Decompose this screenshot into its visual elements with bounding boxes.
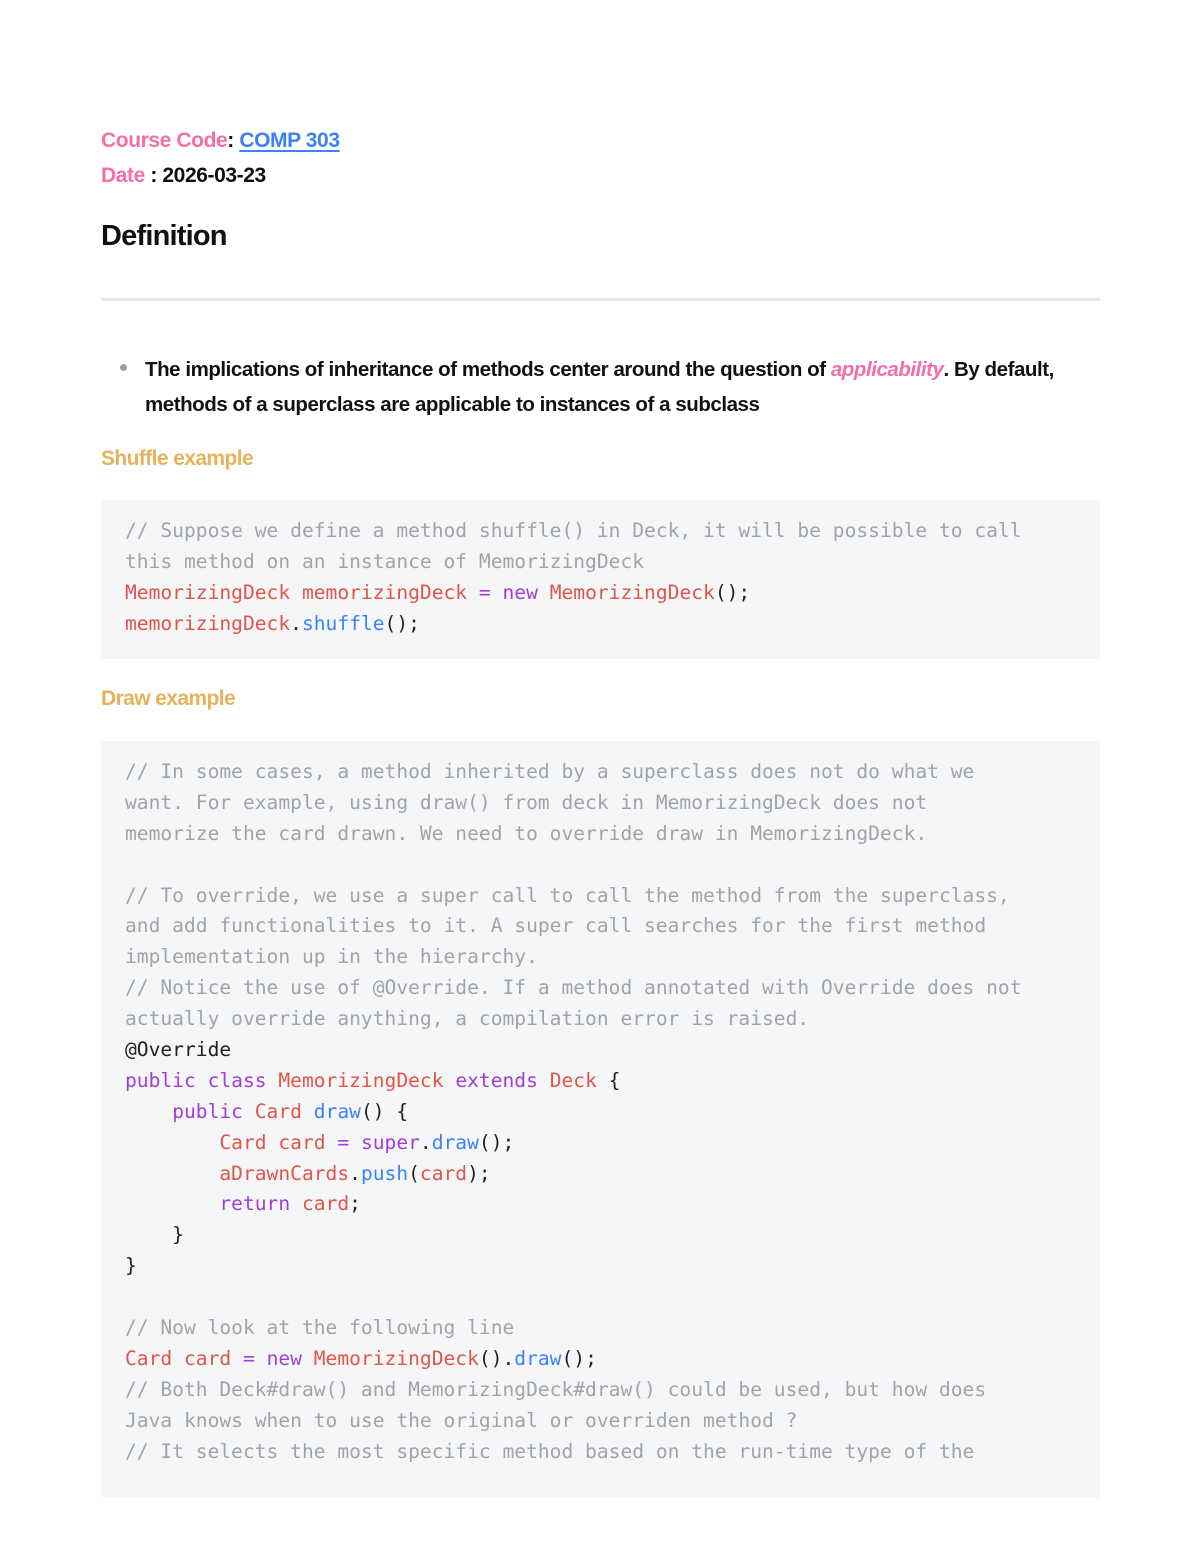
- course-code-separator: :: [227, 129, 240, 152]
- code-line: [125, 1344, 1076, 1375]
- code-token: [302, 1347, 314, 1370]
- code-token: aDrawnCards: [219, 1161, 350, 1185]
- code-token: // Notice the use of @Override. If a method annotated with Override does not: [125, 976, 1022, 1000]
- date-value: 2026-03-23: [162, 164, 266, 187]
- draw-code-block: [101, 741, 1100, 1498]
- code-token: [444, 1069, 456, 1092]
- draw-example-title: Draw example: [101, 687, 236, 710]
- code-token: implementation up in the hierarchy.: [125, 945, 538, 969]
- code-token: [538, 581, 550, 604]
- code-line: [125, 819, 1076, 850]
- code-token: card: [183, 1346, 232, 1370]
- code-token: ().: [478, 1346, 515, 1370]
- code-token: [267, 1069, 279, 1092]
- code-token: // Both Deck#draw() and MemorizingDeck#draw() could be used, but how does: [125, 1377, 987, 1401]
- code-line: [125, 911, 1076, 942]
- code-token: super: [360, 1130, 420, 1154]
- code-token: [172, 1347, 184, 1370]
- bullet-dot-icon: [120, 364, 127, 371]
- code-token: ();: [384, 611, 420, 635]
- code-line: [125, 1313, 1076, 1344]
- code-token: return: [219, 1192, 291, 1216]
- code-token: draw: [313, 1099, 361, 1123]
- code-line: [125, 1189, 1076, 1220]
- bullet-text-after: . By default, methods of a superclass are applicable to instances of a subclass: [145, 358, 1054, 416]
- code-token: ;: [349, 1192, 361, 1216]
- code-token: push: [360, 1161, 409, 1185]
- code-line: [125, 609, 1076, 640]
- code-token: memorizingDeck: [301, 580, 468, 604]
- date-separator: :: [144, 164, 163, 187]
- code-token: =: [325, 1130, 361, 1154]
- code-line: [125, 1220, 1076, 1251]
- code-token: ();: [561, 1346, 597, 1370]
- code-token: =: [231, 1346, 267, 1370]
- code-token: [125, 1192, 219, 1215]
- code-token: new: [502, 580, 538, 604]
- code-line: [125, 1035, 1076, 1066]
- code-token: MemorizingDeck: [549, 580, 715, 604]
- code-token: }: [125, 1223, 184, 1247]
- code-token: [267, 1131, 279, 1154]
- code-line: [125, 1375, 1076, 1406]
- code-line: [125, 881, 1076, 912]
- code-token: public: [172, 1099, 243, 1123]
- code-token: // Suppose we define a method shuffle() in Deck, it will be possible to call: [125, 519, 1022, 542]
- code-token: memorize the card drawn. We need to override draw in MemorizingDeck.: [125, 821, 928, 845]
- code-token: [125, 1131, 219, 1154]
- code-token: MemorizingDeck: [278, 1068, 444, 1092]
- code-token: draw: [514, 1346, 562, 1370]
- code-token: class: [207, 1068, 267, 1092]
- code-line: [125, 1097, 1076, 1128]
- code-token: Deck: [549, 1068, 597, 1092]
- bullet-text-before: The implications of inheritance of methods center around the question of: [145, 358, 831, 381]
- code-line: [125, 1406, 1076, 1437]
- course-code-label: Course Code: [101, 129, 228, 152]
- code-token: [243, 1100, 255, 1123]
- code-token: and add functionalities to it. A super call searches for the first method: [125, 914, 987, 938]
- code-token: Card: [219, 1130, 267, 1154]
- code-token: // It selects the most specific method based on the run-time type of the: [125, 1439, 975, 1463]
- code-token: card: [301, 1192, 350, 1216]
- code-token: actually override anything, a compilation error is raised.: [125, 1007, 810, 1031]
- code-token: want. For example, using draw() from deck in MemorizingDeck does not: [125, 790, 928, 814]
- code-token: draw: [431, 1130, 479, 1154]
- code-line: [125, 1128, 1076, 1159]
- code-token: [302, 1100, 314, 1123]
- code-token: // Now look at the following line: [125, 1316, 515, 1340]
- code-line: [125, 942, 1076, 973]
- code-token: ();: [714, 580, 751, 604]
- code-token: this method on an instance of MemorizingDeck: [125, 549, 645, 573]
- code-token: card: [278, 1130, 326, 1154]
- code-token: [290, 581, 302, 604]
- code-token: card: [419, 1161, 468, 1185]
- code-token: // To override, we use a super call to call the method from the superclass,: [125, 883, 1010, 907]
- code-line: [125, 1437, 1076, 1468]
- code-token: {: [596, 1068, 621, 1092]
- shuffle-example-title: Shuffle example: [101, 447, 254, 470]
- code-token: MemorizingDeck: [125, 580, 291, 604]
- date-line: [101, 164, 266, 188]
- code-token: [125, 1162, 219, 1185]
- code-token: Card: [125, 1346, 173, 1370]
- code-token: [196, 1069, 208, 1092]
- code-token: .: [349, 1161, 361, 1185]
- code-token: );: [467, 1161, 491, 1185]
- code-token: public: [125, 1068, 196, 1092]
- code-line: [125, 973, 1076, 1004]
- section-heading: Definition: [101, 220, 227, 252]
- code-token: =: [467, 580, 503, 604]
- code-token: [125, 1100, 172, 1123]
- code-line: [125, 1282, 1076, 1313]
- code-line: [125, 788, 1076, 819]
- code-token: // In some cases, a method inherited by a superclass does not do what we: [125, 760, 975, 783]
- code-line: [125, 1159, 1076, 1190]
- code-line: [125, 1004, 1076, 1035]
- code-token: memorizingDeck: [125, 611, 291, 635]
- code-token: MemorizingDeck: [313, 1346, 479, 1370]
- code-line: [125, 547, 1076, 578]
- code-token: Card: [254, 1099, 302, 1123]
- code-line: [125, 1066, 1076, 1097]
- code-token: () {: [360, 1099, 409, 1123]
- code-token: extends: [455, 1068, 538, 1092]
- code-line: [125, 1251, 1076, 1282]
- date-label: Date: [101, 164, 145, 187]
- code-token: Java knows when to use the original or overriden method ?: [125, 1408, 798, 1432]
- course-code-line: [101, 129, 340, 153]
- definition-bullet-text: [145, 352, 1105, 422]
- course-code-link[interactable]: COMP 303: [239, 129, 340, 152]
- code-token: .: [419, 1130, 432, 1154]
- bullet-emphasis: applicability: [830, 358, 944, 381]
- code-token: [538, 1069, 550, 1092]
- code-token: shuffle: [301, 611, 385, 635]
- code-token: ();: [478, 1130, 515, 1154]
- code-token: new: [266, 1346, 302, 1370]
- code-token: (: [408, 1161, 420, 1185]
- horizontal-divider: [101, 298, 1100, 301]
- shuffle-code-block: [101, 500, 1100, 659]
- code-token: .: [290, 611, 302, 635]
- code-line: [125, 757, 1076, 788]
- code-line: [125, 850, 1076, 881]
- code-token: @Override: [125, 1038, 232, 1062]
- code-line: [125, 516, 1076, 547]
- code-line: [125, 578, 1076, 609]
- code-token: [290, 1192, 302, 1215]
- code-token: }: [125, 1254, 137, 1278]
